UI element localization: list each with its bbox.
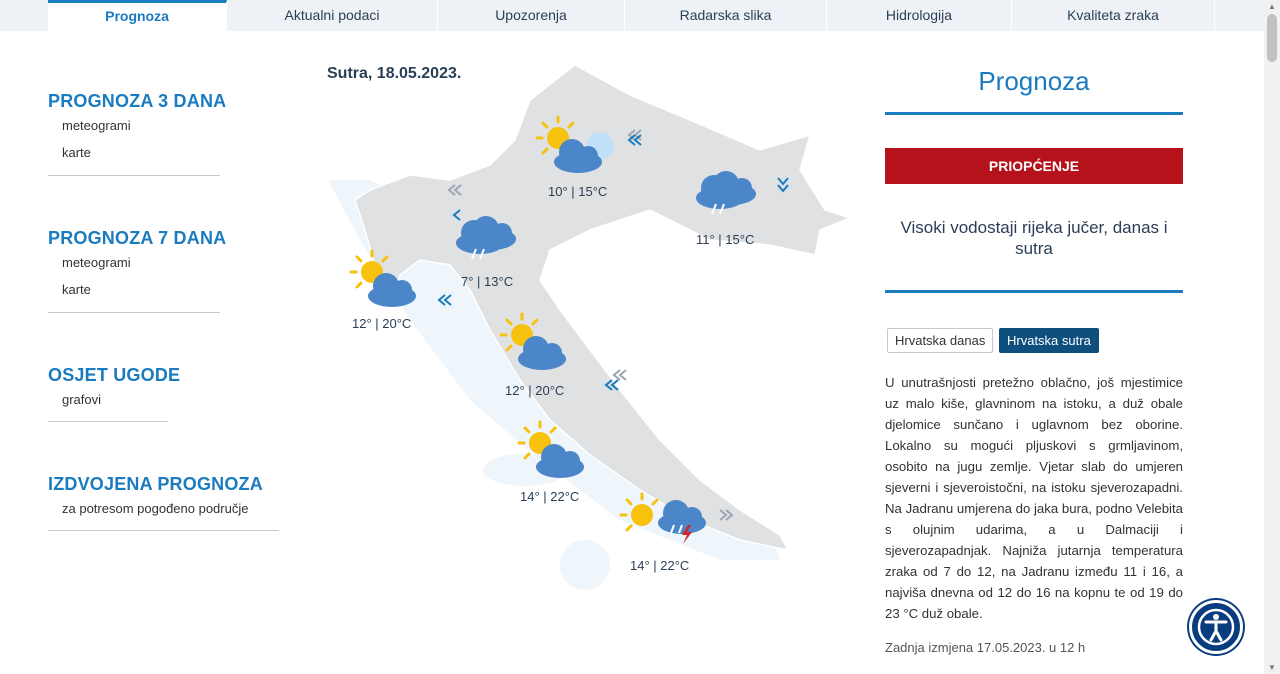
menu-link-meteogrami[interactable]: meteogrami xyxy=(62,118,131,133)
menu-title[interactable]: IZDVOJENA PROGNOZA xyxy=(48,474,263,494)
station-temps: 10° | 15°C xyxy=(548,184,608,199)
station-temps: 12° | 20°C xyxy=(352,316,412,331)
station-temps: 14° | 22°C xyxy=(630,558,690,573)
menu-osjet-ugode xyxy=(48,365,180,407)
tab-prognoza[interactable]: Prognoza xyxy=(48,0,227,31)
divider xyxy=(48,312,220,313)
menu-link-grafovi[interactable]: grafovi xyxy=(62,392,102,407)
last-modified: Zadnja izmjena 17.05.2023. u 12 h xyxy=(885,640,1086,655)
menu-link-karte[interactable]: karte xyxy=(62,282,91,297)
main-tabs xyxy=(0,0,1264,31)
tab-kvaliteta-zraka[interactable]: Kvaliteta zraka xyxy=(1012,0,1215,31)
menu-izdvojena-prognoza xyxy=(48,474,263,516)
station-temps: 11° | 15°C xyxy=(696,232,755,247)
station-temps: 14° | 22°C xyxy=(520,489,580,504)
accessibility-icon xyxy=(1192,603,1240,651)
scroll-down-arrow-icon[interactable]: ▼ xyxy=(1268,663,1276,672)
accessibility-button[interactable] xyxy=(1189,600,1243,654)
island-shape xyxy=(560,540,610,590)
page-scrollbar[interactable] xyxy=(1264,0,1280,674)
tab-hidrologija[interactable]: Hidrologija xyxy=(827,0,1012,31)
scroll-thumb[interactable] xyxy=(1267,14,1277,62)
menu-prognoza-3-dana xyxy=(48,91,226,160)
map-date: Sutra, 18.05.2023. xyxy=(327,65,462,82)
alert-link[interactable]: Visoki vodostaji rijeka jučer, danas i sutra xyxy=(900,218,1168,258)
menu-prognoza-7-dana xyxy=(48,228,226,297)
divider xyxy=(48,421,168,422)
menu-title[interactable]: PROGNOZA 3 DANA xyxy=(48,91,227,111)
tab-radarska-slika[interactable]: Radarska slika xyxy=(625,0,827,31)
menu-link-meteogrami[interactable]: meteogrami xyxy=(62,255,131,270)
divider xyxy=(885,290,1183,293)
page-title: Prognoza xyxy=(978,66,1090,96)
divider xyxy=(48,530,279,531)
station-temps: 7° | 13°C xyxy=(461,274,514,289)
tab-aktualni-podaci[interactable]: Aktualni podaci xyxy=(227,0,438,31)
divider xyxy=(885,112,1183,115)
tab-hrvatska-sutra[interactable]: Hrvatska sutra xyxy=(999,328,1099,353)
station-temps: 12° | 20°C xyxy=(505,383,565,398)
menu-title[interactable]: PROGNOZA 7 DANA xyxy=(48,228,227,248)
menu-title[interactable]: OSJET UGODE xyxy=(48,365,181,385)
tab-hrvatska-danas[interactable]: Hrvatska danas xyxy=(887,328,993,353)
scroll-up-arrow-icon[interactable]: ▲ xyxy=(1268,2,1276,11)
menu-link-potres[interactable]: za potresom pogođeno područje xyxy=(62,501,249,516)
announcement-button[interactable]: PRIOPĆENJE xyxy=(885,148,1183,184)
tab-upozorenja[interactable]: Upozorenja xyxy=(438,0,625,31)
menu-link-karte[interactable]: karte xyxy=(62,145,91,160)
forecast-text: U unutrašnjosti pretežno oblačno, još mjestimice uz malo kiše, glavninom na istoku, a duž obale djelomice sunčano i uglavnom bez oborine. Lokalno su mogući pljuskovi s grmljavinom, osobito na jugu zemlje. Vjetar slab do umjeren sjeverni i sjeveroistočni, na istoku sjeverozapadni. Na Jadranu umjerena do jaka bura, podno Velebita s olujnim udarima, a u Dalmaciji i sjeverozapadnjak. Najniža jutarnja temperatura zraka od 7 do 12, na Jadranu između 11 i 16, a najviša dnevna od 12 do 16 na kopnu te od 19 do 23 °C duž obale. xyxy=(885,375,1183,621)
divider xyxy=(48,175,220,176)
